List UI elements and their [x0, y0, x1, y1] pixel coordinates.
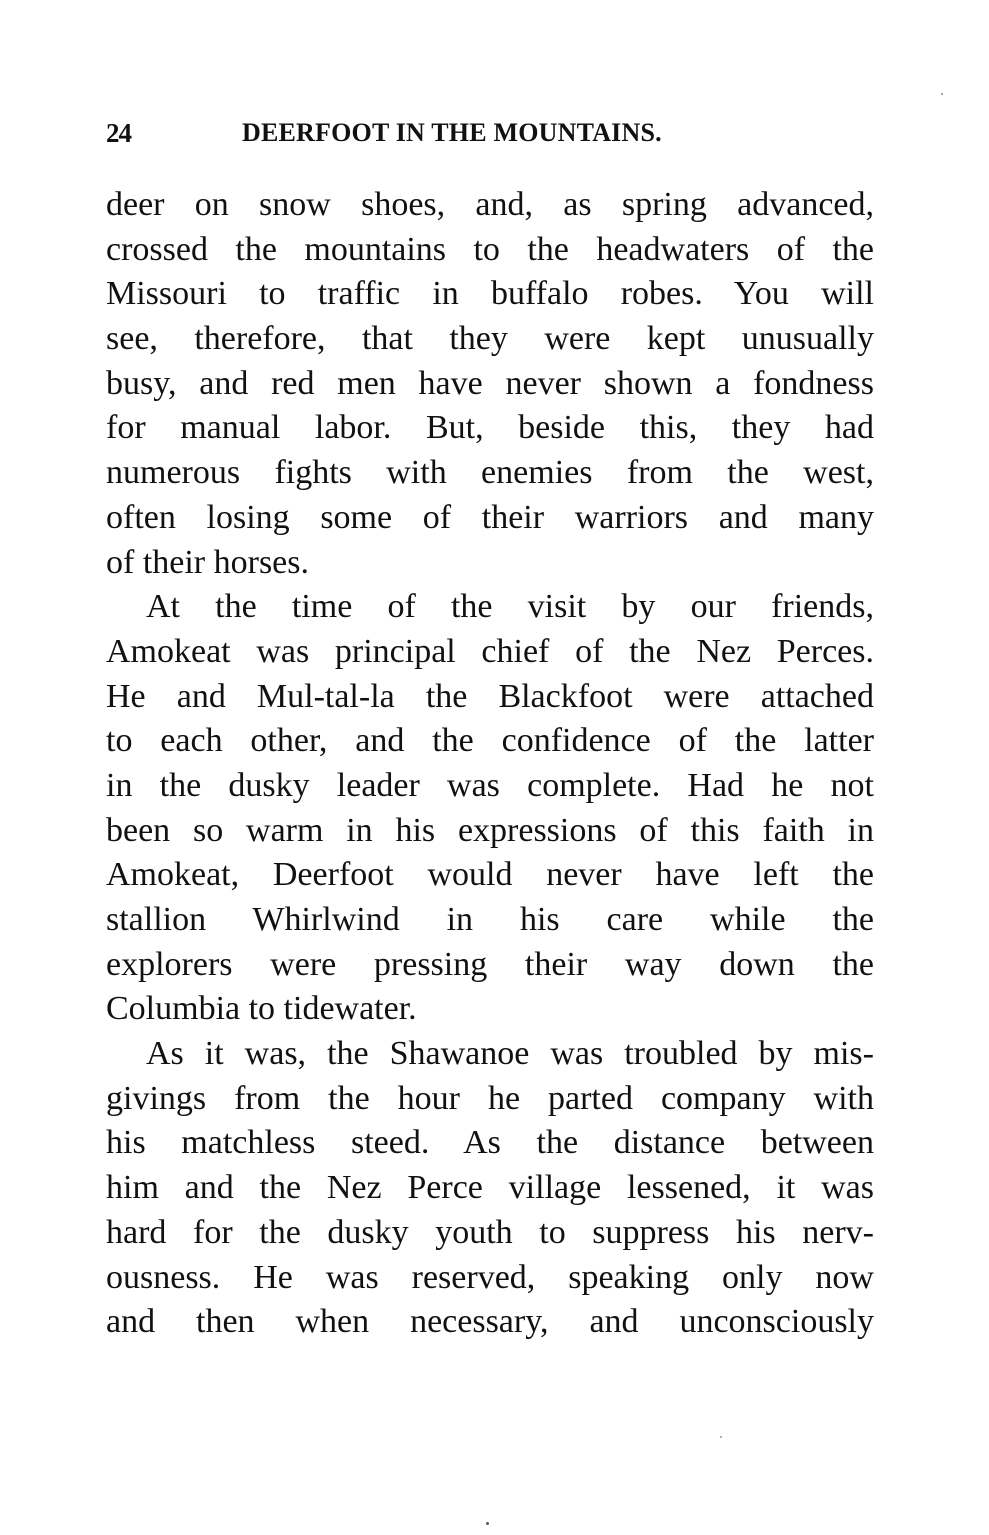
text-line: ousness. He was reserved, speaking only now [106, 1258, 874, 1296]
text-line: Missouri to traffic in buffalo robes. You will [106, 275, 874, 313]
text-line: for manual labor. But, beside this, they had [106, 409, 874, 447]
running-title: DEERFOOT IN THE MOUNTAINS. [242, 118, 662, 147]
text-line: Amokeat, Deerfoot would never have left the [106, 856, 874, 894]
scan-speck [486, 1522, 489, 1525]
text-line: hard for the dusky youth to suppress his nerv- [106, 1213, 874, 1251]
text-line: to each other, and the confidence of the latter [106, 722, 874, 760]
page-number: 24 [106, 118, 131, 148]
paragraph-end-line: Columbia to tidewater. [106, 990, 417, 1028]
text-line: busy, and red men have never shown a fondness [106, 364, 874, 402]
text-line: often losing some of their warriors and many [106, 498, 874, 536]
text-line: He and Mul-tal-la the Blackfoot were attached [106, 677, 874, 715]
paragraph-first-line: At the time of the visit by our friends, [146, 588, 874, 626]
text-line: see, therefore, that they were kept unusually [106, 320, 874, 358]
text-line: in the dusky leader was complete. Had he not [106, 766, 874, 804]
running-head [106, 118, 874, 158]
text-line: been so warm in his expressions of this faith in [106, 811, 874, 849]
paragraph-end-line: of their horses. [106, 543, 310, 581]
text-line: his matchless steed. As the distance between [106, 1124, 874, 1162]
text-line: givings from the hour he parted company with [106, 1079, 874, 1117]
paragraph-first-line: As it was, the Shawanoe was troubled by mis- [146, 1035, 874, 1073]
text-line: and then when necessary, and unconsciously [106, 1303, 874, 1341]
scan-speck [720, 1436, 722, 1438]
text-line: him and the Nez Perce village lessened, it was [106, 1169, 874, 1207]
scan-speck [941, 93, 943, 95]
text-line: crossed the mountains to the headwaters of the [106, 230, 874, 268]
text-line: numerous fights with enemies from the west, [106, 454, 874, 492]
text-line: Amokeat was principal chief of the Nez Perces. [106, 632, 874, 670]
text-line: stallion Whirlwind in his care while the [106, 901, 874, 938]
body-text [106, 183, 874, 1345]
text-line: explorers were pressing their way down the [106, 945, 874, 983]
text-line: deer on snow shoes, and, as spring advanced, [106, 186, 874, 223]
